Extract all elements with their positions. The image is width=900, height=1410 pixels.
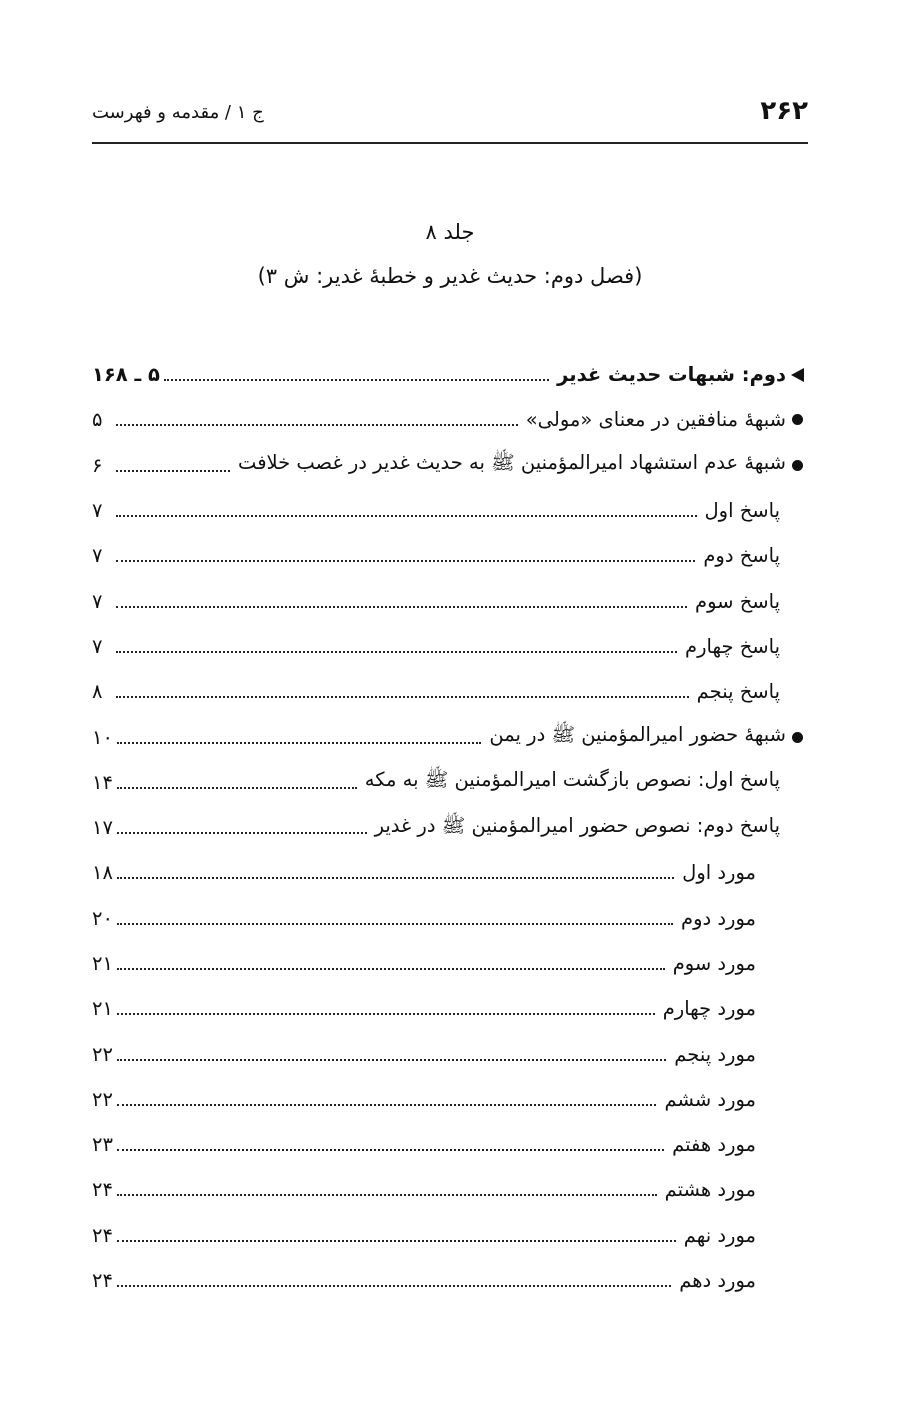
toc-entry — [92, 533, 808, 578]
toc-entry — [92, 578, 808, 623]
toc-entry — [92, 1167, 808, 1212]
dot-leader — [117, 1058, 666, 1061]
toc-entry-title: مورد دوم — [681, 906, 756, 930]
toc-entry — [92, 760, 808, 805]
toc-entry-title: دوم: شبهات حدیث غدیر — [557, 363, 786, 387]
toc-entry — [92, 1122, 808, 1167]
dot-leader — [117, 1012, 655, 1015]
toc-entry-page: ۷ — [92, 544, 103, 568]
toc-entry-title: شبههٔ منافقین در معنای «مولی» — [525, 408, 786, 432]
section-subtitle: (فصل دوم: حدیث غدیر و خطبهٔ غدیر: ش ۳) — [257, 264, 643, 288]
triangle-shape — [791, 368, 804, 382]
dot-leader — [116, 559, 695, 562]
toc-entry-title: مورد اول — [682, 861, 756, 885]
toc-entry-page: ۲۲ — [92, 1087, 113, 1111]
toc-entry-title: پاسخ پنجم — [696, 680, 780, 704]
toc-entry-title: مورد دهم — [679, 1269, 756, 1293]
toc-entry-page: ۱۴ — [92, 770, 113, 794]
dot-leader — [116, 423, 518, 426]
toc-entry — [92, 714, 808, 759]
toc-entry-title: شبههٔ عدم استشهاد امیرالمؤمنین ﷺ به حدیث غدیر در غصب خلافت — [238, 451, 786, 475]
dot-leader — [116, 469, 230, 472]
table-of-contents — [92, 352, 808, 1303]
toc-entry-title: پاسخ اول — [704, 499, 780, 523]
toc-entry-title: پاسخ سوم — [695, 589, 780, 613]
toc-entry — [92, 624, 808, 669]
toc-entry-page: ۵ ـ ۱۶۸ — [92, 363, 160, 387]
toc-entry — [92, 443, 808, 488]
toc-entry — [92, 896, 808, 941]
toc-entry-title: پاسخ دوم — [703, 544, 780, 568]
dot-leader — [117, 967, 665, 970]
toc-entry — [92, 805, 808, 850]
toc-entry-page: ۸ — [92, 680, 103, 704]
triangle-pointer-icon — [786, 365, 808, 385]
toc-entry-title: مورد چهارم — [662, 997, 756, 1021]
toc-entry-title: پاسخ اول: نصوص بازگشت امیرالمؤمنین ﷺ به مکه — [364, 768, 780, 792]
volume-title: جلد ۸ — [425, 220, 475, 244]
toc-entry-title: شبههٔ حضور امیرالمؤمنین ﷺ در یمن — [489, 723, 786, 747]
toc-entry-page: ۱۰ — [92, 725, 113, 749]
bullet-dot — [792, 414, 803, 425]
toc-entry-page: ۲۱ — [92, 997, 113, 1021]
toc-entry-page: ۲۴ — [92, 1269, 113, 1293]
toc-entry — [92, 986, 808, 1031]
toc-entry-page: ۲۰ — [92, 906, 113, 930]
toc-entry — [92, 850, 808, 895]
toc-entry-page: ۲۴ — [92, 1223, 113, 1247]
toc-entry — [92, 488, 808, 533]
toc-entry-title: پاسخ دوم: نصوص حضور امیرالمؤمنین ﷺ در غدیر — [374, 813, 780, 837]
toc-entry — [92, 1031, 808, 1076]
bullet-icon — [786, 410, 808, 430]
dot-leader — [117, 786, 357, 789]
page-number: ۲۶۲ — [760, 96, 808, 126]
page-header — [92, 92, 808, 144]
toc-entry — [92, 1258, 808, 1303]
toc-entry — [92, 941, 808, 986]
dot-leader — [117, 741, 481, 744]
dot-leader — [116, 514, 697, 517]
toc-entry-page: ۶ — [92, 453, 103, 477]
toc-entry-page: ۲۱ — [92, 952, 113, 975]
toc-entry-page: ۲۴ — [92, 1178, 113, 1202]
bullet-icon — [786, 727, 808, 747]
toc-entry-page: ۷ — [92, 499, 103, 523]
toc-entry-page: ۵ — [92, 408, 103, 432]
toc-entry-page: ۷ — [92, 589, 103, 613]
toc-entry-title: مورد ششم — [664, 1087, 756, 1111]
bullet-icon — [786, 455, 808, 475]
toc-entry-page: ۲۳ — [92, 1133, 113, 1157]
toc-entry-title: مورد سوم — [672, 952, 756, 975]
dot-leader — [116, 605, 687, 608]
toc-entry-title: مورد هفتم — [672, 1133, 756, 1157]
dot-leader — [116, 695, 689, 698]
running-title: ج ۱ / مقدمه و فهرست — [92, 102, 264, 123]
dot-leader — [116, 650, 677, 653]
toc-entry — [92, 352, 808, 397]
toc-entry-page: ۲۲ — [92, 1042, 113, 1066]
dot-leader — [117, 1193, 657, 1196]
toc-entry — [92, 1077, 808, 1122]
dot-leader — [117, 1284, 671, 1287]
bullet-dot — [792, 732, 803, 743]
toc-entry-title: پاسخ چهارم — [685, 634, 780, 658]
toc-entry-page: ۷ — [92, 634, 103, 658]
toc-entry — [92, 1213, 808, 1258]
toc-entry — [92, 669, 808, 714]
dot-leader — [117, 1239, 676, 1242]
dot-leader — [164, 378, 549, 381]
toc-entry-title: مورد پنجم — [674, 1042, 756, 1066]
toc-entry-title: مورد هشتم — [664, 1178, 756, 1202]
toc-entry-title: مورد نهم — [683, 1223, 756, 1247]
toc-entry-page: ۱۷ — [92, 816, 113, 840]
bullet-dot — [792, 460, 803, 471]
dot-leader — [117, 922, 673, 925]
dot-leader — [117, 1103, 657, 1106]
dot-leader — [117, 1148, 664, 1151]
toc-entry-page: ۱۸ — [92, 861, 113, 885]
dot-leader — [117, 876, 674, 879]
dot-leader — [117, 831, 367, 834]
toc-entry — [92, 397, 808, 442]
